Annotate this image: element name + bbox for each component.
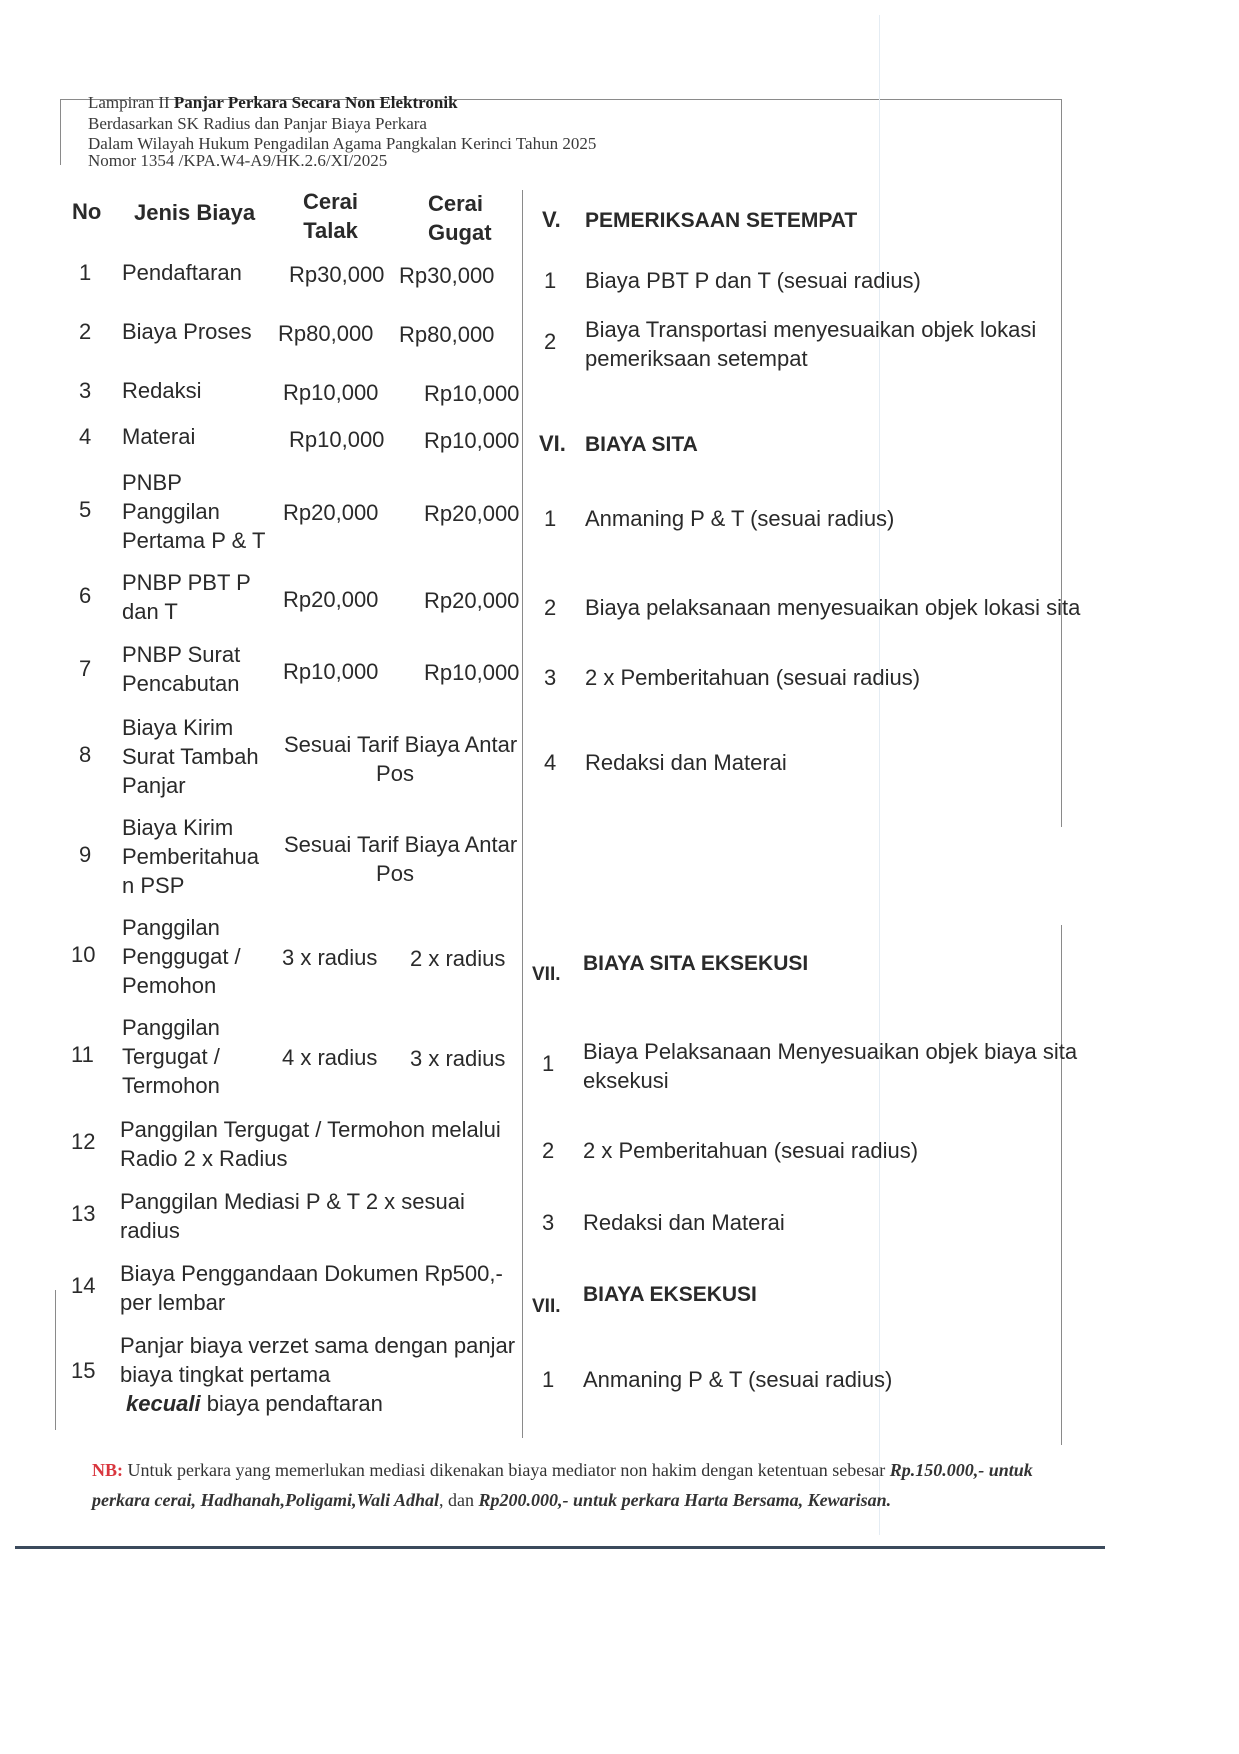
section-item-no: 2 (542, 1138, 555, 1163)
section-item-text-line: Redaksi dan Materai (585, 750, 787, 775)
footnote-amount-2: Rp200.000,- (478, 1490, 569, 1510)
row-no: 12 (71, 1129, 96, 1154)
row-merged-tarif-line: Pos (376, 761, 414, 786)
scan-right-edge (879, 15, 880, 1535)
section-number: V. (542, 207, 561, 232)
row-jenis-line: Panggilan (122, 1015, 220, 1040)
section-item-text (585, 315, 1036, 373)
section-title: BIAYA SITA (585, 433, 698, 456)
footnote-label: NB: (92, 1460, 123, 1480)
row-jenis-line: Pemberitahua (122, 844, 259, 869)
section-title: BIAYA EKSEKUSI (583, 1283, 757, 1306)
row-jenis-line: Tergugat / (122, 1044, 220, 1069)
row-no: 11 (71, 1042, 94, 1067)
section-item-text-line: Biaya Transportasi menyesuaikan objek lokasi (585, 317, 1037, 342)
row-wide-text-line: Panggilan Mediasi P & T 2 x sesuai (120, 1189, 465, 1214)
section-item-text-line: pemeriksaan setempat (585, 346, 808, 371)
section-number: VII. (532, 964, 561, 985)
row-jenis-line: Pencabutan (122, 671, 240, 696)
row-jenis-line: Pemohon (122, 973, 217, 998)
section-item-text (585, 504, 894, 533)
row-cerai-gugat: Rp10,000 (424, 660, 520, 685)
row-wide-tail: biaya pendaftaran (200, 1391, 383, 1416)
row-merged-tarif-line: Sesuai Tarif Biaya Antar (284, 732, 518, 757)
row-wide-text-line: per lembar (120, 1290, 226, 1315)
row-no: 13 (71, 1201, 96, 1226)
row-jenis-line: Penggugat / (122, 944, 241, 969)
row-cerai-gugat: Rp10,000 (424, 428, 520, 453)
left-table-left-rule (55, 1290, 56, 1430)
row-jenis (122, 317, 252, 346)
section-item-text-line: Biaya Pelaksanaan Menyesuaikan objek biaya sita (583, 1039, 1078, 1064)
section-number: VII. (532, 1296, 561, 1317)
row-wide-text-line: Radio 2 x Radius (120, 1146, 288, 1171)
row-cerai-gugat: Rp20,000 (424, 501, 520, 526)
section-item-text (585, 748, 787, 777)
section-item-text-line: Anmaning P & T (sesuai radius) (585, 506, 895, 531)
row-jenis-line: n PSP (122, 873, 185, 898)
row-jenis-line: Biaya Proses (122, 319, 252, 344)
row-jenis (122, 468, 265, 555)
row-jenis (122, 568, 251, 626)
col-header-jenis: Jenis Biaya (134, 200, 256, 225)
section-item-text (585, 593, 1080, 622)
row-jenis-line: Biaya Kirim (122, 815, 234, 840)
row-merged-tarif-line: Sesuai Tarif Biaya Antar (284, 832, 518, 857)
row-cerai-gugat: Rp10,000 (424, 381, 520, 406)
row-cerai-talak: Rp10,000 (283, 380, 379, 405)
row-jenis-line: Pendaftaran (122, 260, 242, 285)
row-cerai-gugat: Rp20,000 (424, 588, 520, 613)
row-no: 5 (79, 497, 92, 522)
row-wide-text-line: Biaya Penggandaan Dokumen Rp500,- (120, 1261, 503, 1286)
row-no: 7 (79, 656, 92, 681)
row-jenis-line: PNBP Surat (122, 642, 241, 667)
row-no: 14 (71, 1273, 96, 1298)
row-jenis-line: Redaksi (122, 378, 202, 403)
row-jenis (122, 813, 259, 900)
row-wide-text-line (120, 1389, 515, 1418)
section-item-text (583, 1136, 918, 1165)
row-jenis (122, 422, 195, 451)
section-item-text (583, 1365, 892, 1394)
row-cerai-talak: Rp30,000 (289, 262, 385, 287)
frame-right-rule-top (1061, 99, 1062, 827)
footnote (92, 1455, 1052, 1515)
section-item-no: 1 (544, 506, 557, 531)
row-merged-tarif (284, 830, 518, 888)
row-no: 2 (79, 319, 92, 344)
row-no: 1 (79, 260, 92, 285)
row-wide-text-line: radius (120, 1218, 180, 1243)
row-cerai-gugat: Rp30,000 (399, 263, 495, 288)
footnote-amount-1: Rp.150.000,- (889, 1460, 985, 1480)
row-cerai-talak: Rp10,000 (289, 427, 385, 452)
row-wide-text (120, 1187, 465, 1245)
section-item-text (585, 266, 921, 295)
col-header-gugat: Cerai Gugat (428, 191, 492, 245)
section-item-text (583, 1208, 785, 1237)
row-jenis-line: Panggilan (122, 915, 220, 940)
header-line-2: Berdasarkan SK Radius dan Panjar Biaya Perkara (88, 114, 427, 133)
header-line-1: Lampiran II Panjar Perkara Secara Non Elektronik (88, 93, 458, 112)
row-cerai-talak: Rp80,000 (278, 321, 374, 346)
row-merged-tarif-line: Pos (376, 861, 414, 886)
row-jenis-line: Panjar (122, 773, 186, 798)
row-no: 9 (79, 842, 92, 867)
row-cerai-talak: Rp20,000 (283, 500, 379, 525)
col-header-no: No (72, 199, 102, 224)
row-cerai-talak: 3 x radius (282, 945, 378, 970)
row-wide-text (120, 1259, 503, 1317)
section-item-text (583, 1037, 1077, 1095)
row-jenis-line: Pertama P & T (122, 528, 266, 553)
row-jenis-line: Surat Tambah (122, 744, 259, 769)
section-item-no: 2 (544, 329, 557, 354)
row-wide-text (120, 1331, 515, 1418)
section-item-text-line: Biaya PBT P dan T (sesuai radius) (585, 268, 921, 293)
footnote-bold-2: untuk perkara Harta Bersama, Kewarisan. (568, 1490, 892, 1510)
row-wide-text-line: Panggilan Tergugat / Termohon melalui (120, 1117, 501, 1142)
row-no: 6 (79, 583, 92, 608)
row-jenis-line: PNBP PBT P (122, 570, 251, 595)
section-item-text (585, 663, 920, 692)
row-merged-tarif (284, 730, 518, 788)
row-no: 15 (71, 1358, 96, 1383)
footnote-bold-1: untuk perkara cerai, Hadhanah,Poligami,Wali Adhal (92, 1460, 1033, 1510)
section-item-text-line: Redaksi dan Materai (583, 1210, 785, 1235)
section-item-text-line: eksekusi (583, 1068, 669, 1093)
section-item-no: 1 (542, 1051, 555, 1076)
row-jenis (122, 258, 242, 287)
row-no: 8 (79, 742, 92, 767)
row-wide-emphasis: kecuali (126, 1391, 201, 1416)
row-cerai-gugat: 2 x radius (410, 946, 506, 971)
row-jenis-line: Materai (122, 424, 196, 449)
section-item-text-line: 2 x Pemberitahuan (sesuai radius) (583, 1138, 919, 1163)
section-title: BIAYA SITA EKSEKUSI (583, 952, 809, 975)
frame-right-rule-bottom (1061, 925, 1062, 1445)
section-title: PEMERIKSAAN SETEMPAT (585, 209, 858, 232)
section-item-no: 3 (542, 1210, 555, 1235)
row-wide-text-line: biaya tingkat pertama (120, 1362, 331, 1387)
scan-bottom-edge (15, 1546, 1105, 1549)
row-jenis-line: dan T (122, 599, 178, 624)
header-left-rule (60, 99, 61, 165)
section-item-text-line: Anmaning P & T (sesuai radius) (583, 1367, 893, 1392)
row-jenis (122, 640, 240, 698)
row-no: 4 (79, 424, 92, 449)
row-jenis-line: Panggilan (122, 499, 220, 524)
row-wide-text-line: Panjar biaya verzet sama dengan panjar (120, 1333, 516, 1358)
footnote-text-2: , dan (439, 1490, 479, 1510)
row-jenis (122, 913, 241, 1000)
row-wide-text (120, 1115, 501, 1173)
row-jenis-line: PNBP (122, 470, 182, 495)
column-divider (522, 190, 523, 1438)
row-cerai-talak: Rp20,000 (283, 587, 379, 612)
footnote-text-1: Untuk perkara yang memerlukan mediasi dikenakan biaya mediator non hakim dengan ketentuan sebesar (123, 1460, 890, 1480)
row-no: 3 (79, 378, 92, 403)
row-jenis (122, 713, 259, 800)
section-number: VI. (539, 431, 566, 456)
section-item-no: 2 (544, 595, 557, 620)
section-item-text-line: Biaya pelaksanaan menyesuaikan objek lokasi sita (585, 595, 1081, 620)
row-cerai-gugat: 3 x radius (410, 1046, 506, 1071)
section-item-text-line: 2 x Pemberitahuan (sesuai radius) (585, 665, 921, 690)
row-jenis-line: Termohon (122, 1073, 220, 1098)
col-header-talak: Cerai Talak (303, 189, 359, 243)
section-item-no: 4 (544, 750, 557, 775)
row-no: 10 (71, 942, 96, 967)
section-item-no: 3 (544, 665, 557, 690)
header-line-4: Nomor 1354 /KPA.W4-A9/HK.2.6/XI/2025 (88, 151, 388, 170)
section-item-no: 1 (544, 268, 557, 293)
section-item-no: 1 (542, 1367, 555, 1392)
header-line-3: Dalam Wilayah Hukum Pengadilan Agama Pangkalan Kerinci Tahun 2025 (88, 134, 597, 153)
row-cerai-talak: 4 x radius (282, 1045, 378, 1070)
row-cerai-talak: Rp10,000 (283, 659, 379, 684)
row-jenis (122, 376, 201, 405)
row-jenis-line: Biaya Kirim (122, 715, 234, 740)
row-jenis (122, 1013, 220, 1100)
row-cerai-gugat: Rp80,000 (399, 322, 495, 347)
